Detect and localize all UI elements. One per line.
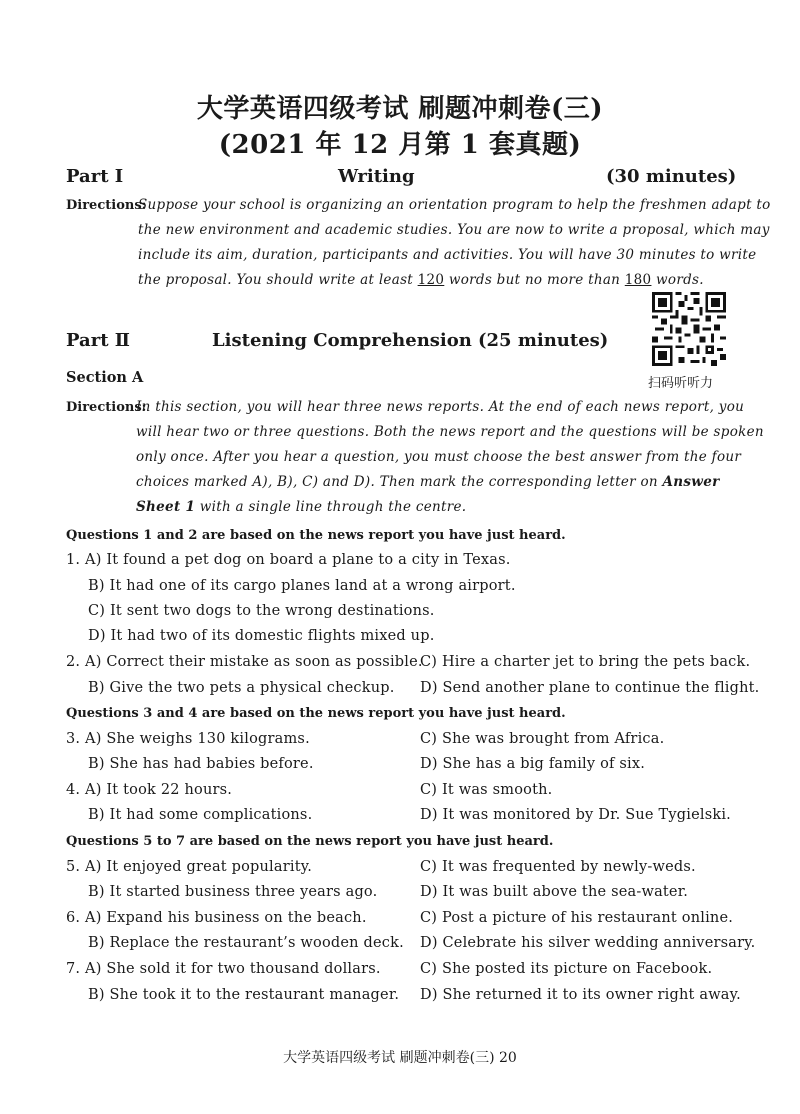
part2-directions-label: Directions: — [66, 400, 147, 415]
qr-caption: 扫码听听力 — [648, 376, 714, 391]
option: D) It was monitored by Dr. Sue Tygielski. — [420, 807, 731, 823]
section-a-heading: Section A — [66, 369, 144, 386]
text: with a single line through the centre. — [195, 499, 467, 515]
part1-directions-label: Directions: — [66, 198, 147, 213]
page-subtitle: (2021 年 12 月第 1 套真题) — [218, 130, 582, 160]
question-group-heading: Questions 3 and 4 are based on the news report you have just heard. — [66, 706, 566, 721]
text: the proposal. You should write at least — [138, 272, 418, 288]
option: D) It was built above the sea-water. — [420, 884, 689, 900]
option: B) Give the two pets a physical checkup. — [88, 680, 395, 696]
question-group-heading: Questions 1 and 2 are based on the news report you have just heard. — [66, 528, 566, 543]
option: 3. A) She weighs 130 kilograms. — [66, 731, 310, 747]
part1-directions-line: Suppose your school is organizing an orientation program to help the freshmen adapt to — [138, 197, 771, 213]
question-group-heading: Questions 5 to 7 are based on the news report you have just heard. — [66, 834, 554, 849]
part1-directions-last-line — [138, 272, 704, 288]
option: B) It had some complications. — [88, 807, 313, 823]
option: C) Post a picture of his restaurant online. — [420, 910, 734, 926]
part2-name: Listening Comprehension — [212, 330, 472, 351]
option: C) She posted its picture on Facebook. — [420, 961, 713, 977]
part2-label: Part Ⅱ — [66, 330, 130, 351]
option: C) It sent two dogs to the wrong destinations. — [88, 603, 435, 619]
option: 7. A) She sold it for two thousand dollars. — [66, 961, 381, 977]
text: words but no more than — [444, 272, 625, 288]
option: D) Celebrate his silver wedding anniversary. — [420, 935, 756, 951]
option: B) Replace the restaurant’s wooden deck. — [88, 935, 404, 951]
part2-directions-line — [136, 474, 720, 490]
max-words: 180 — [624, 272, 652, 288]
option: B) She has had babies before. — [88, 756, 314, 772]
part2-directions-line: will hear two or three questions. Both the news report and the questions will be spoken — [136, 424, 764, 440]
page-title: 大学英语四级考试 刷题冲刺卷(三) — [196, 94, 604, 124]
option: D) It had two of its domestic flights mixed up. — [88, 628, 435, 644]
option: D) Send another plane to continue the flight. — [420, 680, 760, 696]
option: 1. A) It found a pet dog on board a plane to a city in Texas. — [66, 552, 511, 568]
min-words: 120 — [417, 272, 445, 288]
part2-directions-line: only once. After you hear a question, you must choose the best answer from the four — [136, 449, 742, 465]
text: words. — [651, 272, 704, 288]
part1-directions-line: include its aim, duration, participants and activities. You will have 30 minutes to write — [138, 247, 757, 263]
option: B) She took it to the restaurant manager. — [88, 987, 400, 1003]
option: C) It was frequented by newly-weds. — [420, 859, 696, 875]
option: B) It had one of its cargo planes land at a wrong airport. — [88, 578, 516, 594]
option: C) Hire a charter jet to bring the pets back. — [420, 654, 751, 670]
option: C) It was smooth. — [420, 782, 553, 798]
option: D) She has a big family of six. — [420, 756, 646, 772]
option: 5. A) It enjoyed great popularity. — [66, 859, 313, 875]
part1-directions-line: the new environment and academic studies. You are now to write a proposal, which may — [138, 222, 770, 238]
part1-name: Writing — [338, 166, 415, 187]
option: 2. A) Correct their mistake as soon as possible. — [66, 654, 423, 670]
part1-time: (30 minutes) — [606, 166, 737, 187]
part2-directions-line: In this section, you will hear three news reports. At the end of each news report, you — [136, 399, 745, 415]
answer-sheet-label: Answer — [662, 474, 720, 490]
text: choices marked A), B), C) and D). Then mark the corresponding letter on — [136, 474, 663, 490]
option: B) It started business three years ago. — [88, 884, 378, 900]
part1-label: Part Ⅰ — [66, 166, 124, 187]
option: D) She returned it to its owner right away. — [420, 987, 741, 1003]
part2-time: (25 minutes) — [478, 330, 609, 351]
option: 4. A) It took 22 hours. — [66, 782, 233, 798]
part2-directions-line — [136, 499, 466, 515]
option: 6. A) Expand his business on the beach. — [66, 910, 367, 926]
option: C) She was brought from Africa. — [420, 731, 665, 747]
page-footer: 大学英语四级考试 刷题冲刺卷(三) 20 — [283, 1050, 517, 1066]
qr-code-icon[interactable] — [652, 292, 726, 366]
answer-sheet-label: Sheet 1 — [136, 499, 196, 515]
